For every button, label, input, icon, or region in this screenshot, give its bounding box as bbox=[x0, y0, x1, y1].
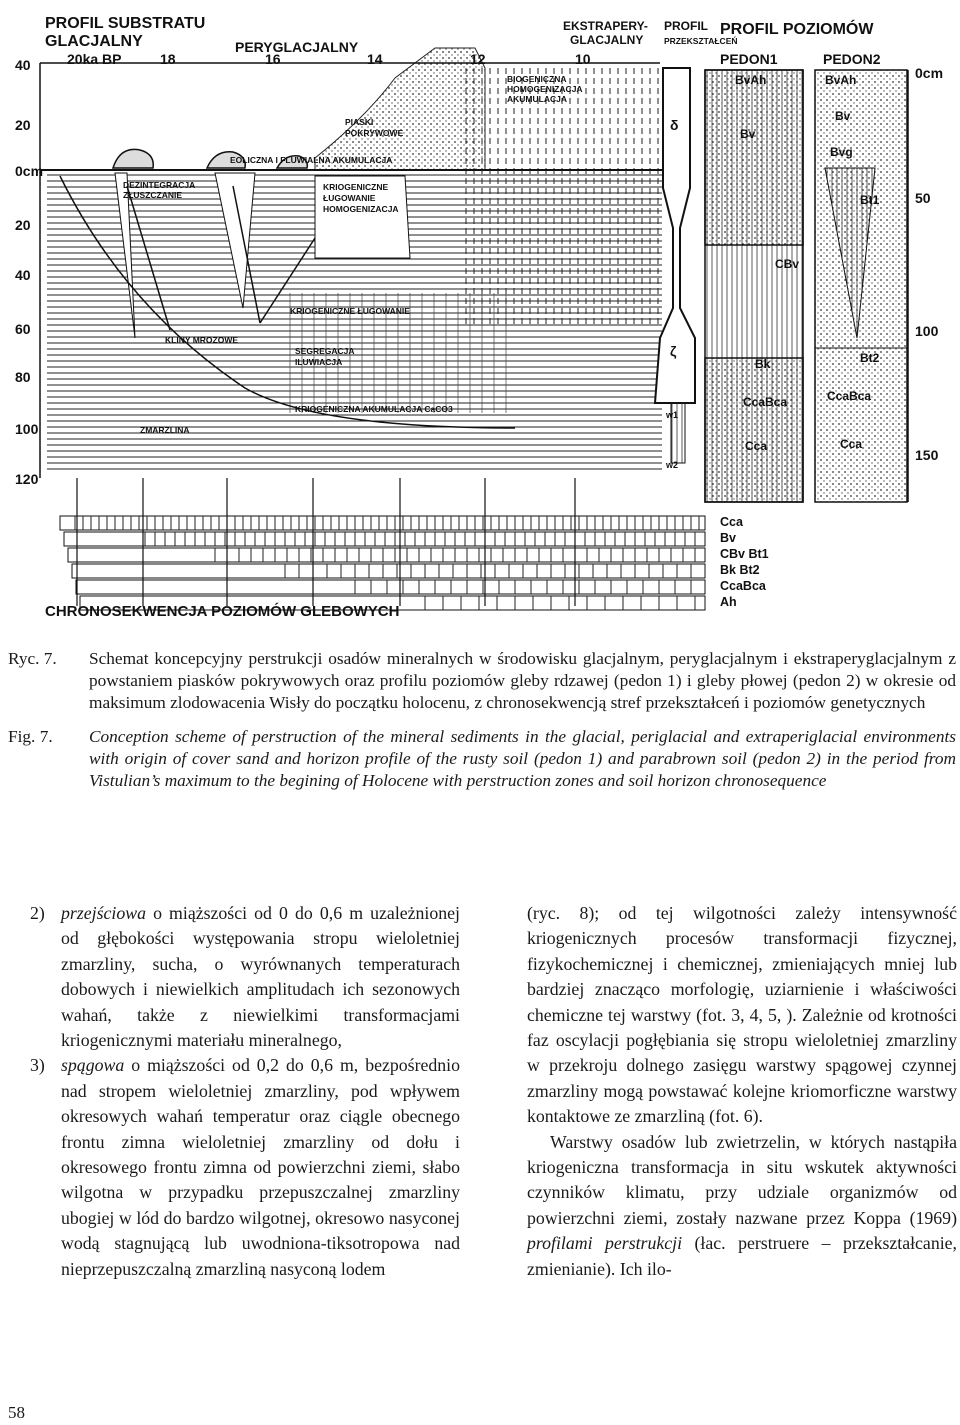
biogenic-2: HOMOGENIZACJA bbox=[507, 84, 583, 94]
left-column bbox=[30, 901, 460, 1282]
periglacial-header: PERYGLACJALNY bbox=[235, 39, 359, 55]
dezintegracja-2: ZŁUSZCZANIE bbox=[123, 190, 183, 200]
p2-bvah: BvAh bbox=[825, 73, 857, 87]
legend-ccabca: CcaBca bbox=[720, 579, 766, 593]
left-depth-tick: 40 bbox=[15, 57, 31, 73]
p2-cca: Cca bbox=[840, 437, 863, 451]
symbol-w2: w2 bbox=[666, 460, 679, 470]
boulder bbox=[113, 149, 153, 168]
list-number: 3) bbox=[30, 1055, 45, 1076]
left-depth-tick: 20 bbox=[15, 217, 31, 233]
paragraph-1: (ryc. 8); od tej wilgotności zależy intensywność kriogenicznych procesów transformacji fizycznej, fizykochemicznej i chemicznej, zmieniających mniej lub bardziej znacząco morfologię, uziarnienie i właściwości chemiczne tej warstwy (fot. 3, 4, 5, ). Zależnie od krotności faz oscylacji pogłębiania się stropu wieloletniej zmarzliny w przekroju dolnego zasięgu warstwy spągowej czynnej zmarzliny mogą powstawać kolejne kriomorficzne warstwy kontaktowe ze zmarzliną (fot. 6). bbox=[527, 903, 957, 1127]
p1-bk: Bk bbox=[755, 357, 771, 371]
transform-header-2: PRZEKSZTAŁCEŃ bbox=[664, 36, 738, 46]
substrate-header-2: GLACJALNY bbox=[45, 33, 143, 50]
p1-cbv: CBv bbox=[775, 257, 800, 271]
term-spagowa: spągowa bbox=[61, 1055, 125, 1076]
legend-bk: Bk Bt2 bbox=[720, 563, 760, 577]
term-przejsciowa: przejściowa bbox=[61, 903, 146, 923]
legend-cca: Cca bbox=[720, 515, 743, 529]
p2-bv: Bv bbox=[835, 109, 851, 123]
kriogeniczne-3: HOMOGENIZACJA bbox=[323, 204, 399, 214]
symbol-zeta: ζ bbox=[670, 343, 677, 359]
item-3-text: o miąższości od 0,2 do 0,6 m, bezpośrednio nad stropem wieloletniej zmarzliny, pod wpływem okresowych wahań temperatur oraz ciągle obecnego frontu zimna wieloletniej zmarzliny od dołu i okresowego frontu zimna od powierzchni ziemi, słabo wilgotna w przypadku przepuszczalnej zmarzliny ubogiej w lód do bardzo wilgotnej, okresowo nasyconej wodą stagnującą lub uwodniona-tiksotropowa nad nieprzepuszczalną zmarzliną nasyconą lodem bbox=[61, 1055, 460, 1279]
chrono-legend bbox=[720, 515, 769, 609]
kriogeniczne-1: KRIOGENICZNE bbox=[323, 182, 389, 192]
item-2-text: o miąższości od 0 do 0,6 m uzależnionej od głębokości występowania stropu wieloletniej zmarzliny, sucha, o wyrównanych temperaturach dobowych i niewielkich amplitudach ich sezonowych wahań, także z niewielkimi transformacjami kriogenicznymi materiału mineralnego, bbox=[61, 903, 460, 1051]
left-depth-tick: 40 bbox=[15, 267, 31, 283]
list-item-2 bbox=[30, 901, 460, 1053]
legend-ah: Ah bbox=[720, 595, 737, 609]
pokrywowe-2: POKRYWOWE bbox=[345, 128, 404, 138]
dezintegracja-1: DEZINTEGRACJA bbox=[123, 180, 196, 190]
pedon1-lower bbox=[705, 358, 803, 502]
eolian-label: EOLICZNA I FLUWIALNA AKUMULACJA bbox=[230, 155, 393, 165]
p2-bt2: Bt2 bbox=[860, 351, 880, 365]
biogenic-3: AKUMULACJA bbox=[507, 94, 567, 104]
ka-tick: 18 bbox=[160, 51, 176, 67]
pokrywowe-1: PIASKI bbox=[345, 117, 374, 127]
ka-tick: 16 bbox=[265, 51, 281, 67]
chrono-title: CHRONOSEKWENCJA POZIOMÓW GLEBOWYCH bbox=[45, 603, 400, 620]
chrono-bar bbox=[60, 516, 705, 530]
right-depth-tick: 150 bbox=[915, 447, 939, 463]
extraperiglacial-header-1: EKSTRAPERY- bbox=[563, 19, 648, 33]
substrate-header-1: PROFIL SUBSTRATU bbox=[45, 15, 206, 32]
list-item-3 bbox=[30, 1053, 460, 1282]
legend-cbv: CBv Bt1 bbox=[720, 547, 769, 561]
p2-bvg: Bvg bbox=[830, 145, 853, 159]
caption-label-pl: Ryc. 7. bbox=[8, 649, 57, 668]
ka-tick: 10 bbox=[575, 51, 591, 67]
dashed-zone bbox=[465, 68, 660, 328]
left-depth-tick: 20 bbox=[15, 117, 31, 133]
transform-header-1: PROFIL bbox=[664, 19, 708, 33]
left-depth-tick: 60 bbox=[15, 321, 31, 337]
right-depth-tick: 100 bbox=[915, 323, 939, 339]
paragraph-2 bbox=[527, 1130, 957, 1282]
left-depth-tick: 0cm bbox=[15, 163, 44, 179]
ka-tick: 12 bbox=[470, 51, 486, 67]
caption-text-pl: Schemat koncepcyjny perstrukcji osadów mineralnych w środowisku glacjalnym, peryglacjalnym i ekstraperyglacjalnym z powstaniem piasków pokrywowych oraz profilu poziomów gleby rdzawej (pedon 1) i gleby płowej (pedon 2) w okresie od maksimum zlodowacenia Wisły do początku holocenu, z chronosekwencją stref przekształceń i poziomów genetycznych bbox=[89, 649, 956, 712]
biogenic-1: BIOGENICZNA bbox=[507, 74, 567, 84]
extraperiglacial-header-2: GLACJALNY bbox=[570, 33, 644, 47]
p1-cca: Cca bbox=[745, 439, 768, 453]
paragraph-2-end: (łac. perstruere – przekształcanie, zmienianie). Ich ilo- bbox=[527, 1233, 957, 1279]
figure bbox=[15, 8, 960, 630]
zmarzlina-label: ZMARZLINA bbox=[140, 425, 190, 435]
pedon1-label: PEDON1 bbox=[720, 51, 778, 67]
p1-bv: Bv bbox=[740, 127, 756, 141]
ka-label: 20ka BP bbox=[67, 51, 122, 67]
cover-sand-surface bbox=[315, 48, 485, 170]
list-number: 2) bbox=[30, 903, 45, 923]
chrono-bar bbox=[68, 548, 705, 562]
caption-text-en: Conception scheme of perstruction of the mineral sediments in the glacial, periglacial and extraperiglacial environments with origin of cover sand and horizon profile of the rusty soil (pedon 1) and parabrown soil (pedon 2) in the period from Vistulian’s maximum to the begining of Holocene with perstruction zones and soil horizon chronosequence bbox=[89, 727, 956, 790]
ka-tick: 14 bbox=[367, 51, 383, 67]
segregacja-1: SEGREGACJA bbox=[295, 346, 355, 356]
left-depth-tick: 120 bbox=[15, 471, 39, 487]
left-depth-tick: 100 bbox=[15, 421, 39, 437]
kliny-label: KLINY MROZOWE bbox=[165, 335, 239, 345]
pedon1-upper bbox=[705, 70, 803, 245]
chrono-bar bbox=[72, 564, 705, 578]
page-number: 58 bbox=[8, 1403, 25, 1422]
caption-label-en: Fig. 7. bbox=[8, 727, 53, 746]
p1-bvah: BvAh bbox=[735, 73, 767, 87]
p1-ccabca: CcaBca bbox=[743, 395, 788, 409]
chronosequence-bars bbox=[60, 478, 705, 610]
kriogeniczne-2: ŁUGOWANIE bbox=[323, 193, 376, 203]
right-depth-tick: 0cm bbox=[915, 65, 944, 81]
right-column bbox=[527, 901, 957, 1282]
symbol-delta: δ bbox=[670, 117, 679, 133]
p2-ccabca: CcaBca bbox=[827, 389, 872, 403]
lugowanie-label: KRIOGENICZNE ŁUGOWANIE bbox=[290, 306, 410, 316]
legend-bv: Bv bbox=[720, 531, 736, 545]
pedon2-label: PEDON2 bbox=[823, 51, 881, 67]
segregacja-2: ILUWIACJA bbox=[295, 357, 343, 367]
right-depth-tick: 50 bbox=[915, 190, 931, 206]
symbol-w1: w1 bbox=[666, 410, 679, 420]
figure-diagram bbox=[15, 8, 960, 630]
paragraph-2-start: Warstwy osadów lub zwietrzelin, w których nastąpiła kriogeniczna transformacja in situ wskutek aktywności czynników klimatu, przy udziale organizmów od powierzchni ziemi, zostały nazwane przez Koppa (1969) bbox=[527, 1131, 957, 1228]
horizon-profile-header: PROFIL POZIOMÓW bbox=[720, 21, 874, 38]
p2-bt1: Bt1 bbox=[860, 193, 880, 207]
term-profile: profilami perstrukcji bbox=[527, 1233, 683, 1254]
akumulacja-label: KRIOGENICZNA AKUMULACJA CaCO3 bbox=[295, 404, 453, 414]
left-depth-tick: 80 bbox=[15, 369, 31, 385]
